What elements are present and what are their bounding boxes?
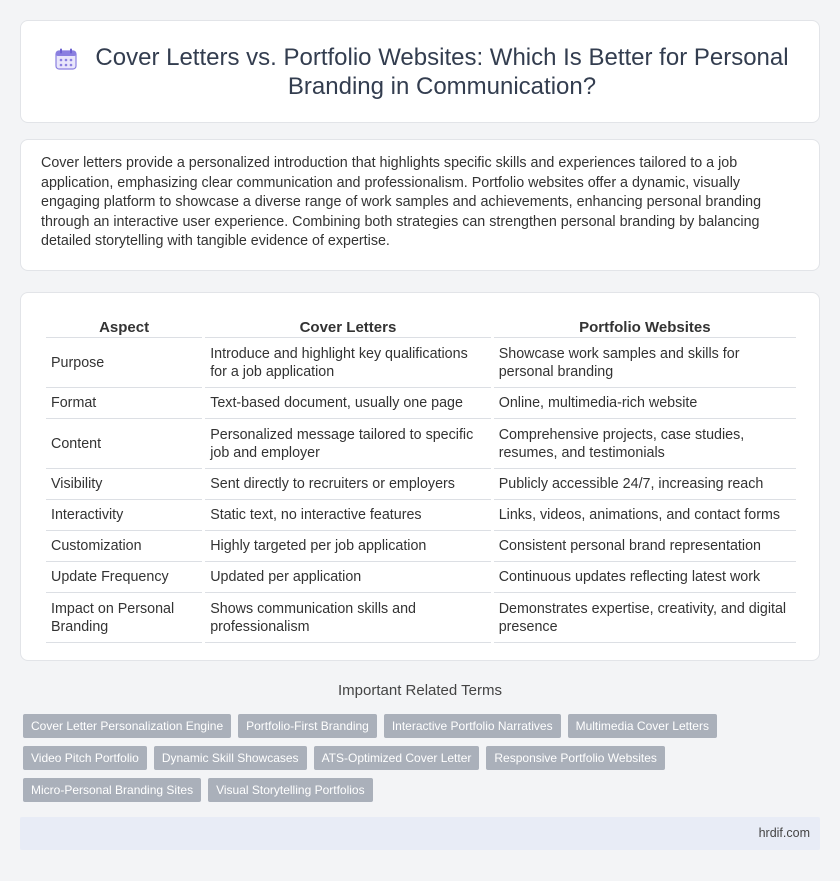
header-cover-letters: Cover Letters — [205, 310, 491, 338]
related-term-tag[interactable]: Video Pitch Portfolio — [23, 746, 147, 770]
row-cover-letters: Sent directly to recruiters or employers — [205, 469, 491, 500]
row-cover-letters: Text-based document, usually one page — [205, 388, 491, 419]
related-term-tag[interactable]: Portfolio-First Branding — [238, 714, 377, 738]
row-cover-letters: Highly targeted per job application — [205, 531, 491, 562]
comparison-table — [43, 310, 799, 643]
row-cover-letters: Static text, no interactive features — [205, 500, 491, 531]
header-portfolio-websites: Portfolio Websites — [494, 310, 796, 338]
related-terms-list — [23, 714, 813, 802]
title-card — [20, 20, 820, 123]
row-cover-letters: Introduce and highlight key qualifications for a job application — [205, 338, 491, 388]
row-portfolio-websites: Links, videos, animations, and contact forms — [494, 500, 796, 531]
footer — [20, 817, 820, 850]
calendar-icon — [54, 47, 78, 71]
related-term-tag[interactable]: Cover Letter Personalization Engine — [23, 714, 231, 738]
summary-paragraph: Cover letters provide a personalized introduction that highlights specific skills and experiences tailored to a job application, emphasizing clear communication and professionalism. Portfolio websites offer a dynamic, visually engaging platform to showcase a diverse range of work samples and achievements, enhancing personal branding through an interactive user experience. Combining both strategies can strengthen personal branding by balancing detailed storytelling with tangible evidence of expertise. — [41, 155, 762, 249]
table-row — [46, 388, 796, 419]
page-title: Cover Letters vs. Portfolio Websites: Which Is Better for Personal Branding in Communication? — [95, 44, 789, 100]
comparison-table-card — [20, 292, 820, 661]
related-term-tag[interactable]: Multimedia Cover Letters — [568, 714, 717, 738]
related-term-tag[interactable]: Dynamic Skill Showcases — [154, 746, 307, 770]
row-aspect: Impact on Personal Branding — [46, 593, 202, 643]
row-aspect: Customization — [46, 531, 202, 562]
table-row — [46, 419, 796, 469]
row-aspect: Purpose — [46, 338, 202, 388]
related-terms-title: Important Related Terms — [338, 682, 502, 699]
row-aspect: Format — [46, 388, 202, 419]
related-term-tag[interactable]: ATS-Optimized Cover Letter — [314, 746, 480, 770]
row-portfolio-websites: Publicly accessible 24/7, increasing reach — [494, 469, 796, 500]
row-cover-letters: Updated per application — [205, 562, 491, 593]
row-cover-letters: Personalized message tailored to specific job and employer — [205, 419, 491, 469]
table-row — [46, 469, 796, 500]
row-aspect: Visibility — [46, 469, 202, 500]
row-aspect: Update Frequency — [46, 562, 202, 593]
table-header-row — [46, 310, 796, 338]
header-aspect: Aspect — [46, 310, 202, 338]
row-aspect: Content — [46, 419, 202, 469]
related-term-tag[interactable]: Responsive Portfolio Websites — [486, 746, 665, 770]
row-portfolio-websites: Demonstrates expertise, creativity, and digital presence — [494, 593, 796, 643]
table-row — [46, 338, 796, 388]
footer-site-link[interactable]: hrdif.com — [758, 826, 810, 840]
summary-card — [20, 139, 820, 271]
row-cover-letters: Shows communication skills and professionalism — [205, 593, 491, 643]
table-row — [46, 562, 796, 593]
row-portfolio-websites: Consistent personal brand representation — [494, 531, 796, 562]
row-portfolio-websites: Online, multimedia-rich website — [494, 388, 796, 419]
related-term-tag[interactable]: Visual Storytelling Portfolios — [208, 778, 373, 802]
table-row — [46, 500, 796, 531]
row-portfolio-websites: Showcase work samples and skills for personal branding — [494, 338, 796, 388]
related-term-tag[interactable]: Micro-Personal Branding Sites — [23, 778, 201, 802]
table-row — [46, 531, 796, 562]
row-portfolio-websites: Continuous updates reflecting latest work — [494, 562, 796, 593]
table-row — [46, 593, 796, 643]
related-term-tag[interactable]: Interactive Portfolio Narratives — [384, 714, 561, 738]
row-aspect: Interactivity — [46, 500, 202, 531]
row-portfolio-websites: Comprehensive projects, case studies, resumes, and testimonials — [494, 419, 796, 469]
